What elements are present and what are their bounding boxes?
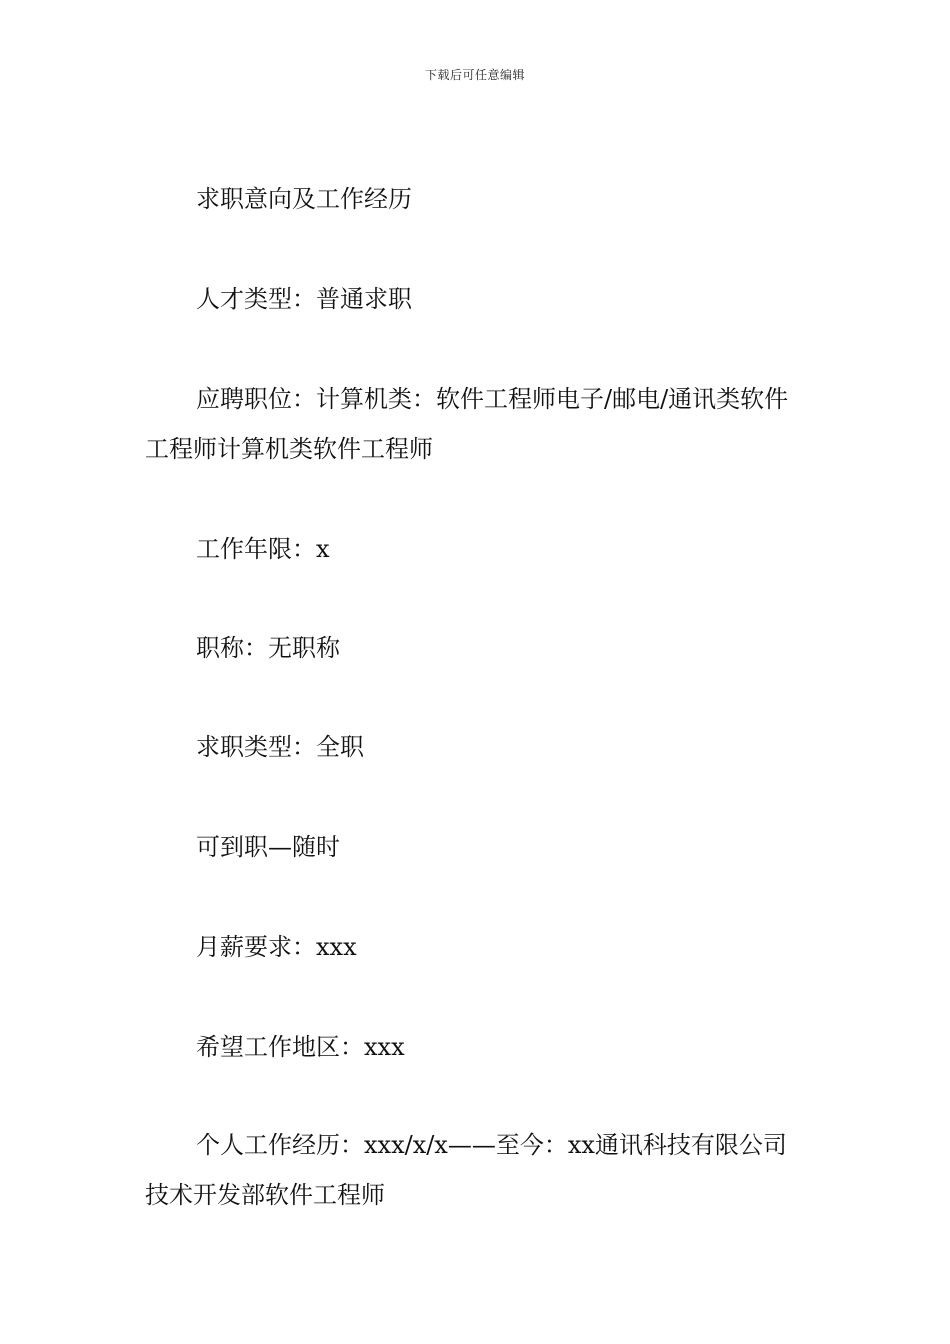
applied-position-line: 应聘职位：计算机类：软件工程师电子/邮电/通讯类软件工程师计算机类软件工程师 (145, 385, 789, 463)
availability-line: 可到职—随时 (196, 833, 340, 861)
work-years-line: 工作年限：x (196, 535, 330, 563)
page-header-note: 下载后可任意编辑 (424, 68, 525, 82)
job-title-line: 职称：无职称 (196, 634, 340, 662)
preferred-region-line: 希望工作地区：xxx (196, 1033, 405, 1061)
section-title: 求职意向及工作经历 (196, 185, 412, 213)
talent-type-line: 人才类型：普通求职 (196, 285, 412, 313)
job-type-line: 求职类型：全职 (196, 733, 364, 761)
work-history-line: 个人工作经历：xxx/x/x——至今：xx通讯科技有限公司技术开发部软件工程师 (145, 1131, 787, 1209)
salary-line: 月薪要求：xxx (196, 933, 357, 961)
